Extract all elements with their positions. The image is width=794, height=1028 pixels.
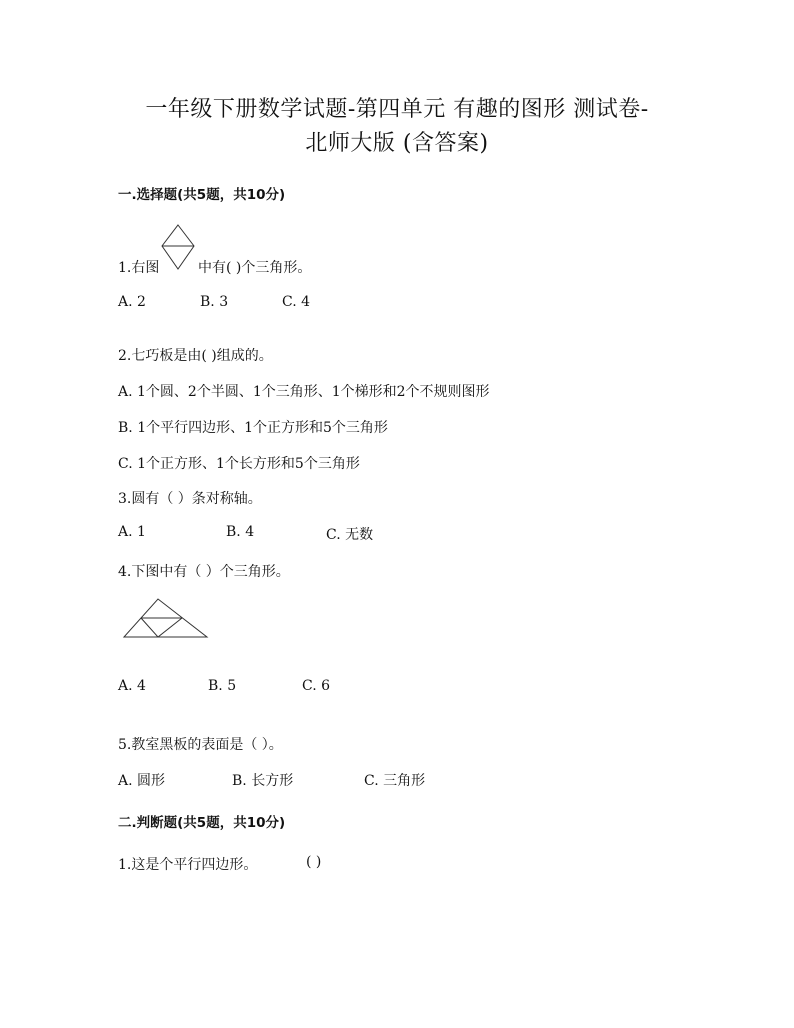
q5-option-a[interactable]: A. 圆形 bbox=[118, 773, 166, 789]
q4-stem: 4.下图中有（ ）个三角形。 bbox=[118, 564, 290, 580]
q2-stem: 2.七巧板是由( )组成的。 bbox=[118, 348, 273, 364]
q5-option-b[interactable]: B. 长方形 bbox=[232, 773, 294, 789]
q2-option-c[interactable]: C. 1个正方形、1个长方形和5个三角形 bbox=[118, 456, 360, 472]
q3-option-b[interactable]: B. 4 bbox=[226, 524, 255, 540]
q1-text-after: 中有( )个三角形。 bbox=[198, 260, 312, 276]
q2-option-a[interactable]: A. 1个圆、2个半圆、1个三角形、1个梯形和2个不规则图形 bbox=[118, 384, 490, 400]
q3-stem: 3.圆有（ ）条对称轴。 bbox=[118, 491, 262, 507]
q1-option-a[interactable]: A. 2 bbox=[118, 294, 146, 310]
title-line-1: 一年级下册数学试题-第四单元 有趣的图形 测试卷- bbox=[145, 97, 649, 122]
q1-text-before: 1.右图 bbox=[118, 260, 160, 276]
q3-option-c[interactable]: C. 无数 bbox=[326, 527, 374, 543]
q4-triangle-figure bbox=[124, 598, 208, 638]
section-1-heading: 一.选择题(共5题，共10分) bbox=[118, 187, 286, 203]
q1-diamond-figure bbox=[161, 224, 195, 270]
q1-option-b[interactable]: B. 3 bbox=[200, 294, 229, 310]
q2-option-b[interactable]: B. 1个平行四边形、1个正方形和5个三角形 bbox=[118, 420, 388, 436]
q5-stem: 5.教室黑板的表面是（ ）。 bbox=[118, 737, 283, 753]
q4-option-a[interactable]: A. 4 bbox=[118, 678, 146, 694]
q4-option-b[interactable]: B. 5 bbox=[208, 678, 237, 694]
section-2-heading: 二.判断题(共5题，共10分) bbox=[118, 815, 286, 831]
q5-option-c[interactable]: C. 三角形 bbox=[364, 773, 426, 789]
judge-q1-blank[interactable]: ( ) bbox=[306, 854, 322, 870]
q1-option-c[interactable]: C. 4 bbox=[282, 294, 311, 310]
q4-option-c[interactable]: C. 6 bbox=[302, 678, 331, 694]
q3-option-a[interactable]: A. 1 bbox=[118, 524, 146, 540]
title-line-2: 北师大版 (含答案) bbox=[305, 131, 489, 156]
judge-q1-stem: 1.这是个平行四边形。 bbox=[118, 857, 258, 873]
